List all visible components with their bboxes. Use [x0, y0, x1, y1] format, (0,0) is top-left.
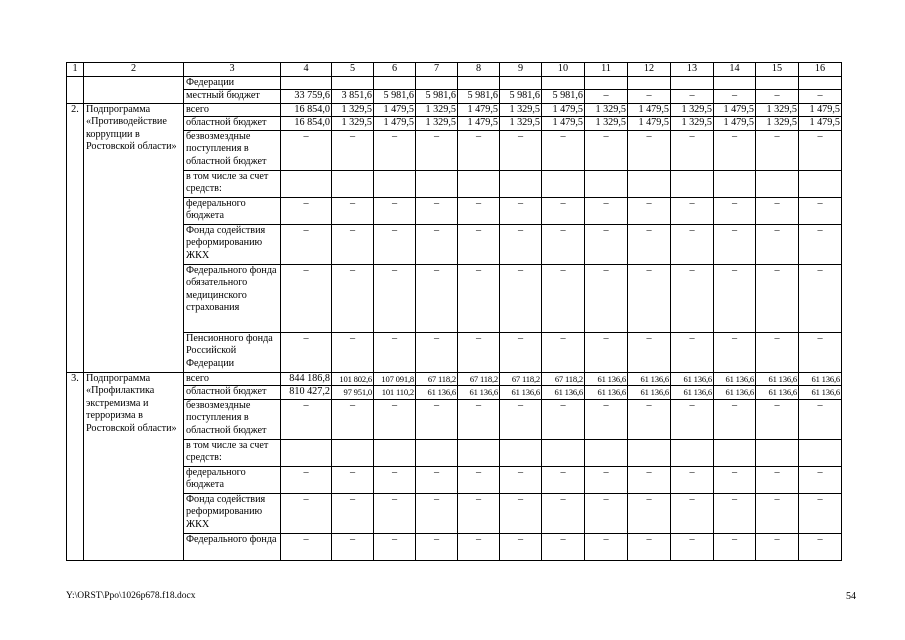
value-cell: – [799, 399, 842, 439]
value-cell: 1 329,5 [500, 117, 542, 131]
value-cell: 1 479,5 [628, 103, 671, 117]
value-cell: 97 951,0 [332, 386, 374, 400]
value-cell: – [756, 264, 799, 332]
value-cell [542, 170, 585, 197]
col-header: 11 [585, 63, 628, 77]
value-cell: 61 136,6 [799, 372, 842, 386]
row-label: Фонда содействия реформированию ЖКХ [184, 224, 281, 264]
value-cell: – [332, 332, 374, 372]
value-cell: – [756, 399, 799, 439]
value-cell: – [585, 90, 628, 104]
value-cell: – [332, 224, 374, 264]
value-cell [671, 439, 714, 466]
value-cell: – [500, 130, 542, 170]
value-cell: 5 981,6 [458, 90, 500, 104]
value-cell: 107 091,8 [374, 372, 416, 386]
value-cell: – [416, 399, 458, 439]
value-cell: – [416, 224, 458, 264]
col-header: 16 [799, 63, 842, 77]
value-cell: – [756, 130, 799, 170]
value-cell: 1 329,5 [416, 117, 458, 131]
row-label: местный бюджет [184, 90, 281, 104]
value-cell: – [542, 533, 585, 560]
value-cell: 1 329,5 [585, 103, 628, 117]
row-label: Фонда содействия реформированию ЖКХ [184, 493, 281, 533]
value-cell: – [332, 493, 374, 533]
value-cell: – [458, 466, 500, 493]
value-cell: – [671, 224, 714, 264]
value-cell: – [628, 90, 671, 104]
value-cell: – [281, 130, 332, 170]
value-cell: – [542, 264, 585, 332]
value-cell: – [332, 130, 374, 170]
value-cell: – [799, 466, 842, 493]
value-cell: 67 118,2 [542, 372, 585, 386]
value-cell: 61 136,6 [585, 386, 628, 400]
value-cell [416, 439, 458, 466]
value-cell: – [542, 197, 585, 224]
table-row [67, 130, 842, 170]
value-cell: – [500, 332, 542, 372]
row-label: всего [184, 103, 281, 117]
value-cell: – [671, 533, 714, 560]
value-cell: – [374, 399, 416, 439]
value-cell [500, 170, 542, 197]
value-cell [332, 439, 374, 466]
value-cell: 5 981,6 [374, 90, 416, 104]
value-cell: 67 118,2 [416, 372, 458, 386]
value-cell [585, 170, 628, 197]
value-cell: 5 981,6 [500, 90, 542, 104]
value-cell: – [756, 197, 799, 224]
value-cell: – [281, 533, 332, 560]
value-cell: 5 981,6 [542, 90, 585, 104]
value-cell: – [500, 224, 542, 264]
value-cell: – [756, 224, 799, 264]
value-cell [281, 170, 332, 197]
header-row [67, 63, 842, 77]
row-label: областной бюджет [184, 117, 281, 131]
table-row [67, 197, 842, 224]
col-header: 4 [281, 63, 332, 77]
value-cell: 61 136,6 [671, 372, 714, 386]
value-cell: – [500, 264, 542, 332]
row-label: федерального бюджета [184, 197, 281, 224]
page-number: 54 [846, 591, 856, 602]
value-cell: 61 136,6 [671, 386, 714, 400]
row-label: Федерации [184, 76, 281, 90]
value-cell: 61 136,6 [628, 372, 671, 386]
value-cell [416, 170, 458, 197]
value-cell: – [714, 197, 756, 224]
table-row [67, 493, 842, 533]
subprogram-number: 3. [67, 372, 84, 560]
value-cell: – [714, 130, 756, 170]
value-cell: 844 186,8 [281, 372, 332, 386]
value-cell: – [799, 224, 842, 264]
value-cell: – [671, 399, 714, 439]
value-cell: – [374, 224, 416, 264]
value-cell: – [416, 264, 458, 332]
value-cell [332, 170, 374, 197]
col-header: 10 [542, 63, 585, 77]
value-cell [756, 170, 799, 197]
row-label: в том числе за счет средств: [184, 170, 281, 197]
table-row [67, 224, 842, 264]
table-row [67, 399, 842, 439]
value-cell: – [585, 399, 628, 439]
value-cell [500, 439, 542, 466]
col-header: 2 [84, 63, 184, 77]
budget-table-container [66, 62, 842, 561]
value-cell: 1 479,5 [458, 117, 500, 131]
value-cell: – [799, 197, 842, 224]
value-cell: 61 136,6 [542, 386, 585, 400]
value-cell: – [281, 264, 332, 332]
value-cell [374, 170, 416, 197]
row-label: всего [184, 372, 281, 386]
value-cell: – [585, 224, 628, 264]
value-cell: – [332, 197, 374, 224]
value-cell: – [585, 130, 628, 170]
row-label: в том числе за счет средств: [184, 439, 281, 466]
value-cell [628, 170, 671, 197]
value-cell: 1 479,5 [374, 103, 416, 117]
value-cell: – [585, 332, 628, 372]
value-cell: – [628, 224, 671, 264]
value-cell: 3 851,6 [332, 90, 374, 104]
col-header: 3 [184, 63, 281, 77]
value-cell: – [374, 493, 416, 533]
value-cell: 1 329,5 [671, 103, 714, 117]
value-cell: – [500, 197, 542, 224]
table-row [67, 170, 842, 197]
value-cell: – [458, 332, 500, 372]
col-header: 13 [671, 63, 714, 77]
value-cell: 1 479,5 [458, 103, 500, 117]
value-cell: 1 479,5 [628, 117, 671, 131]
value-cell: 61 136,6 [585, 372, 628, 386]
value-cell: – [628, 493, 671, 533]
value-cell: – [799, 332, 842, 372]
table-row [67, 332, 842, 372]
table-row [67, 76, 842, 90]
table-row [67, 264, 842, 332]
value-cell: – [458, 197, 500, 224]
table-row [67, 386, 842, 400]
value-cell: 1 329,5 [756, 117, 799, 131]
value-cell: – [332, 533, 374, 560]
value-cell: 1 479,5 [542, 117, 585, 131]
value-cell: – [500, 466, 542, 493]
value-cell: 61 136,6 [458, 386, 500, 400]
value-cell: – [585, 533, 628, 560]
value-cell: – [799, 533, 842, 560]
table-row [67, 117, 842, 131]
value-cell: 67 118,2 [458, 372, 500, 386]
col-header: 12 [628, 63, 671, 77]
col-header: 1 [67, 63, 84, 77]
value-cell: – [542, 493, 585, 533]
table-row [67, 372, 842, 386]
row-label: Пенсионного фонда Российской Федерации [184, 332, 281, 372]
value-cell: – [714, 493, 756, 533]
budget-table [66, 62, 842, 561]
value-cell: – [332, 466, 374, 493]
value-cell [585, 439, 628, 466]
value-cell: – [585, 466, 628, 493]
value-cell: – [458, 399, 500, 439]
row-label: безвозмездные поступления в областной бюджет [184, 130, 281, 170]
value-cell: – [799, 130, 842, 170]
value-cell [671, 170, 714, 197]
value-cell: – [799, 90, 842, 104]
col-header: 5 [332, 63, 374, 77]
value-cell: – [671, 90, 714, 104]
value-cell: – [628, 466, 671, 493]
value-cell: – [542, 332, 585, 372]
value-cell: – [671, 493, 714, 533]
subprogram-title: Подпрограмма «Профилактика экстремизма и терроризма в Ростовской области» [84, 372, 184, 560]
value-cell: – [628, 399, 671, 439]
value-cell: – [756, 90, 799, 104]
value-cell: – [585, 493, 628, 533]
value-cell: – [281, 399, 332, 439]
value-cell: – [714, 332, 756, 372]
value-cell: – [585, 264, 628, 332]
value-cell: – [671, 197, 714, 224]
value-cell [281, 439, 332, 466]
value-cell: 1 479,5 [799, 117, 842, 131]
value-cell: – [416, 533, 458, 560]
value-cell: – [332, 399, 374, 439]
row-label: безвозмездные поступления в областной бюджет [184, 399, 281, 439]
value-cell: – [374, 466, 416, 493]
value-cell: – [416, 197, 458, 224]
value-cell: – [458, 130, 500, 170]
col-header: 8 [458, 63, 500, 77]
value-cell: – [416, 130, 458, 170]
value-cell [714, 439, 756, 466]
value-cell: 16 854,0 [281, 103, 332, 117]
value-cell: 1 329,5 [585, 117, 628, 131]
value-cell: 101 110,2 [374, 386, 416, 400]
table-row [67, 90, 842, 104]
value-cell [458, 170, 500, 197]
value-cell: 101 802,6 [332, 372, 374, 386]
value-cell: – [714, 399, 756, 439]
value-cell: – [500, 399, 542, 439]
value-cell [458, 439, 500, 466]
table-row [67, 466, 842, 493]
value-cell: 61 136,6 [714, 372, 756, 386]
value-cell: – [628, 130, 671, 170]
value-cell: – [281, 224, 332, 264]
value-cell: – [374, 130, 416, 170]
subprogram-number: 2. [67, 103, 84, 372]
table-row [67, 103, 842, 117]
value-cell: – [281, 466, 332, 493]
value-cell: – [500, 533, 542, 560]
value-cell: 5 981,6 [416, 90, 458, 104]
value-cell: 1 479,5 [714, 103, 756, 117]
value-cell: 1 479,5 [799, 103, 842, 117]
value-cell: – [799, 493, 842, 533]
value-cell: – [458, 533, 500, 560]
value-cell: 1 479,5 [542, 103, 585, 117]
value-cell: – [628, 197, 671, 224]
value-cell: – [714, 264, 756, 332]
value-cell [714, 170, 756, 197]
value-cell: – [671, 466, 714, 493]
value-cell: 16 854,0 [281, 117, 332, 131]
value-cell: – [714, 224, 756, 264]
value-cell: 61 136,6 [628, 386, 671, 400]
col-header: 7 [416, 63, 458, 77]
value-cell: – [542, 466, 585, 493]
value-cell: – [281, 197, 332, 224]
value-cell: – [756, 332, 799, 372]
row-label: Федерального фонда [184, 533, 281, 560]
value-cell: – [714, 533, 756, 560]
value-cell: – [714, 90, 756, 104]
col-header: 15 [756, 63, 799, 77]
value-cell: – [458, 224, 500, 264]
value-cell: – [281, 332, 332, 372]
value-cell: 61 136,6 [756, 372, 799, 386]
row-label: областной бюджет [184, 386, 281, 400]
value-cell: – [628, 264, 671, 332]
subprogram-title: Подпрограмма «Противодействие коррупции в Ростовской области» [84, 103, 184, 372]
col-header: 14 [714, 63, 756, 77]
value-cell: – [374, 533, 416, 560]
table-row [67, 533, 842, 560]
value-cell [628, 439, 671, 466]
value-cell: – [756, 533, 799, 560]
value-cell: 1 329,5 [332, 117, 374, 131]
value-cell: 1 329,5 [500, 103, 542, 117]
value-cell [756, 439, 799, 466]
value-cell: – [585, 197, 628, 224]
row-label: Федерального фонда обязательного медицинского страхования [184, 264, 281, 332]
value-cell: – [416, 493, 458, 533]
table-row [67, 439, 842, 466]
value-cell: 1 329,5 [671, 117, 714, 131]
value-cell: – [416, 332, 458, 372]
value-cell: 1 329,5 [332, 103, 374, 117]
value-cell: – [714, 466, 756, 493]
value-cell: 61 136,6 [714, 386, 756, 400]
value-cell: – [281, 493, 332, 533]
value-cell: – [458, 264, 500, 332]
value-cell [799, 170, 842, 197]
value-cell: – [628, 332, 671, 372]
value-cell: – [542, 130, 585, 170]
value-cell: 61 136,6 [756, 386, 799, 400]
value-cell: – [756, 466, 799, 493]
value-cell [799, 439, 842, 466]
value-cell: – [671, 264, 714, 332]
file-path: Y:\ORST\Ppo\1026p678.f18.docx [66, 591, 196, 601]
value-cell: – [799, 264, 842, 332]
value-cell: – [542, 224, 585, 264]
row-label: федерального бюджета [184, 466, 281, 493]
value-cell [374, 439, 416, 466]
value-cell: 61 136,6 [500, 386, 542, 400]
value-cell: 61 136,6 [416, 386, 458, 400]
value-cell: – [374, 332, 416, 372]
value-cell: 1 479,5 [374, 117, 416, 131]
value-cell: – [332, 264, 374, 332]
value-cell: 67 118,2 [500, 372, 542, 386]
value-cell: – [416, 466, 458, 493]
value-cell: – [374, 264, 416, 332]
value-cell: – [628, 533, 671, 560]
value-cell: 61 136,6 [799, 386, 842, 400]
value-cell: – [756, 493, 799, 533]
value-cell: 1 329,5 [756, 103, 799, 117]
value-cell: – [374, 197, 416, 224]
col-header: 9 [500, 63, 542, 77]
value-cell: 810 427,2 [281, 386, 332, 400]
value-cell: 1 329,5 [416, 103, 458, 117]
value-cell: – [671, 130, 714, 170]
value-cell: 1 479,5 [714, 117, 756, 131]
value-cell: – [542, 399, 585, 439]
value-cell: – [500, 493, 542, 533]
value-cell: – [458, 493, 500, 533]
col-header: 6 [374, 63, 416, 77]
value-cell [542, 439, 585, 466]
value-cell: 33 759,6 [281, 90, 332, 104]
value-cell: – [671, 332, 714, 372]
